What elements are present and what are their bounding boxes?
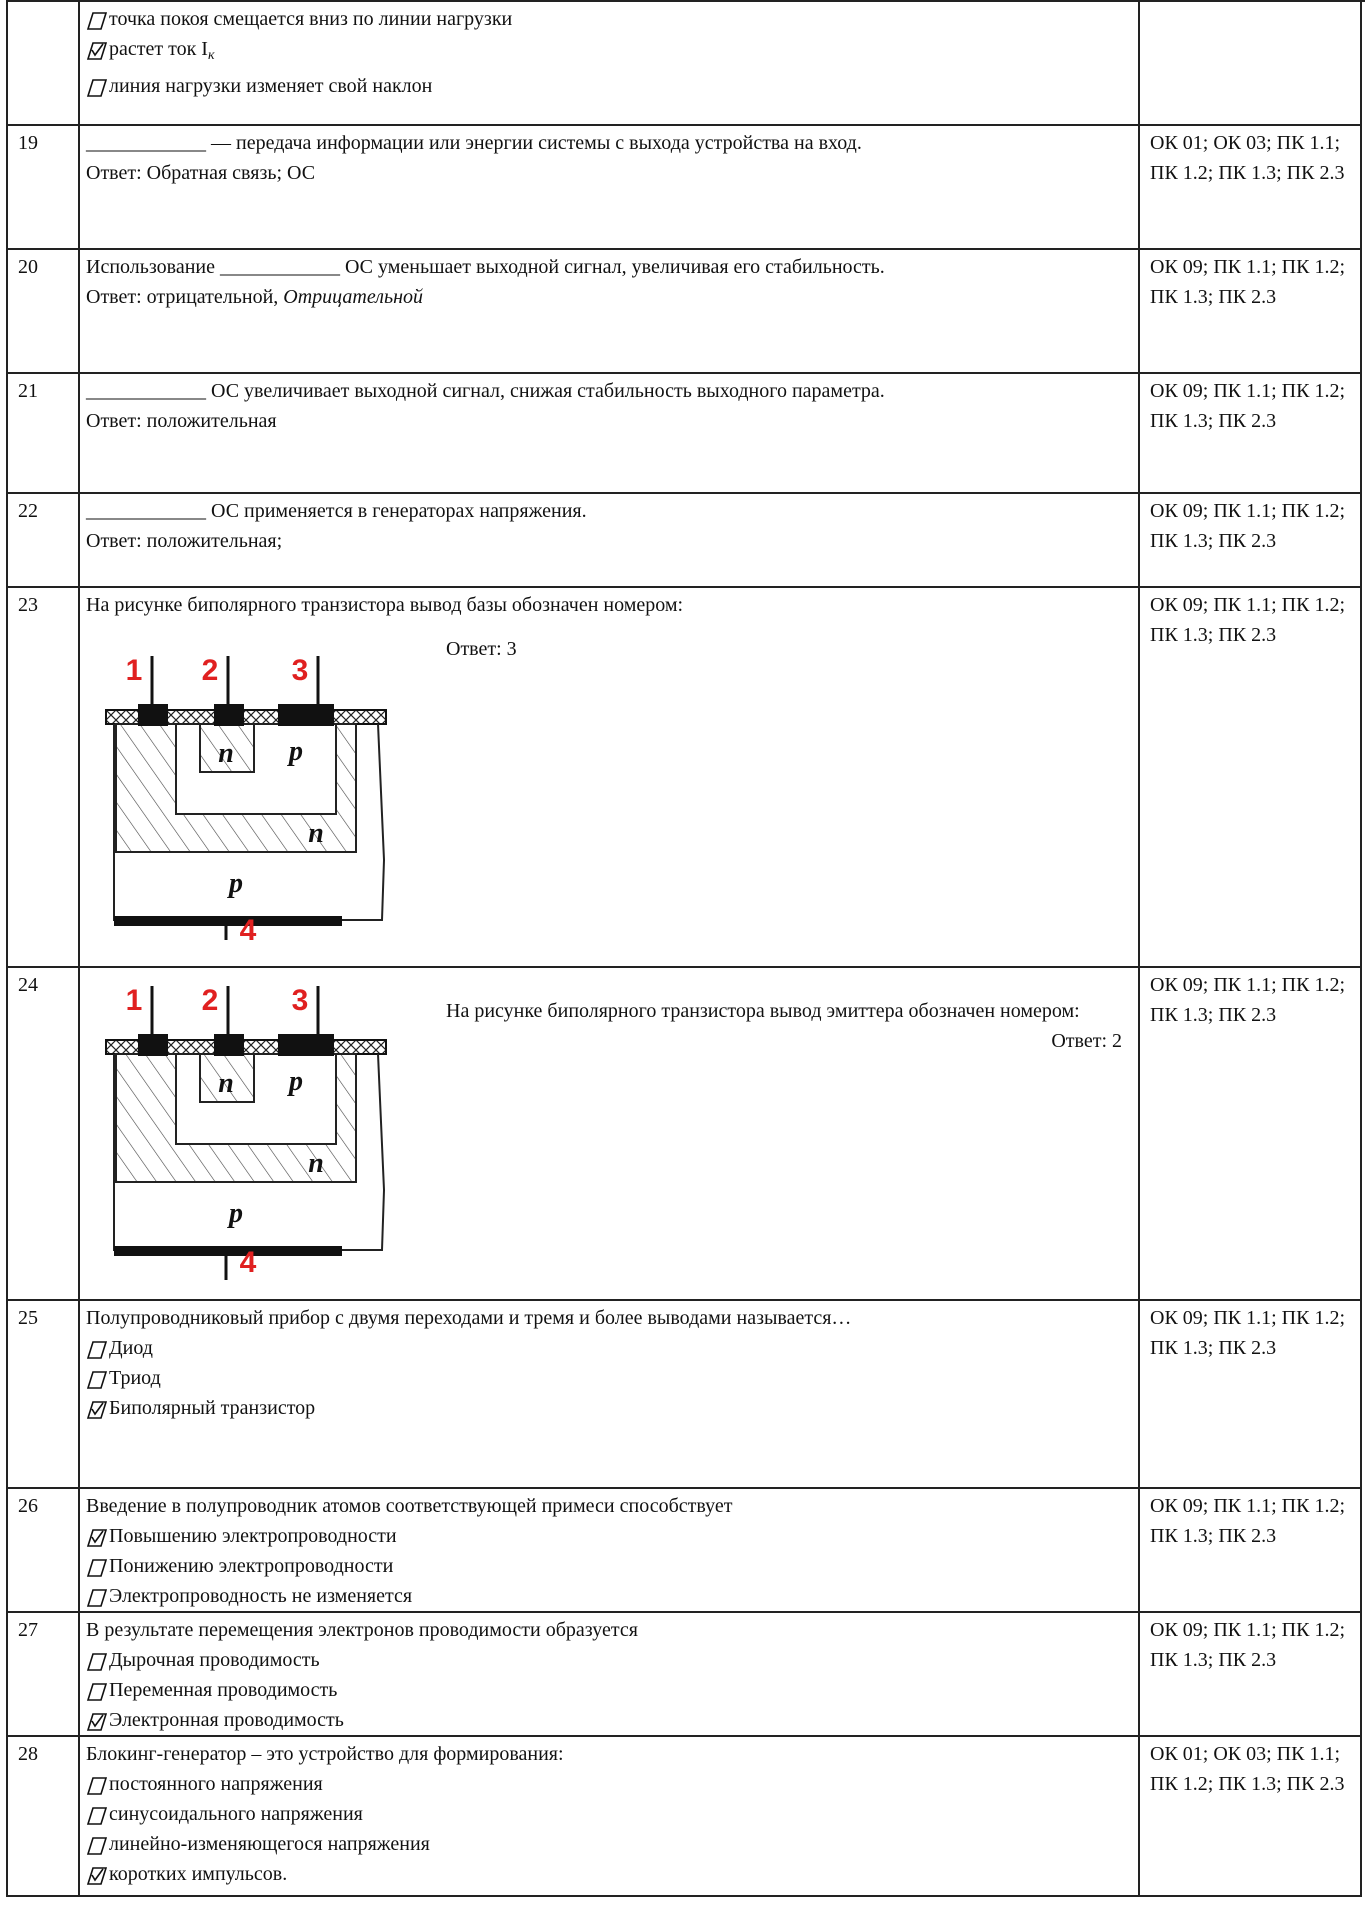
question-number: 27	[7, 1612, 79, 1736]
transistor-diagram	[86, 620, 416, 949]
competencies-cell: ОК 09; ПК 1.1; ПК 1.2; ПК 1.3; ПК 2.3	[1139, 373, 1361, 493]
competencies-cell: ОК 09; ПК 1.1; ПК 1.2; ПК 1.3; ПК 2.3	[1139, 967, 1361, 1300]
competencies-cell: ОК 01; ОК 03; ПК 1.1; ПК 1.2; ПК 1.3; ПК 2.3	[1139, 125, 1361, 249]
competencies-cell: ОК 09; ПК 1.1; ПК 1.2; ПК 1.3; ПК 2.3	[1139, 1488, 1361, 1612]
unchecked-box-icon	[86, 1551, 107, 1581]
option: Электронная проводимость	[86, 1705, 1132, 1735]
option: Диод	[86, 1333, 1132, 1363]
terminal-label: 4	[239, 914, 257, 940]
transistor-diagram	[86, 970, 416, 1299]
figure-row	[86, 970, 1132, 1299]
unchecked-box-icon	[86, 1363, 107, 1393]
layer-label: n	[308, 818, 324, 849]
layer-label: n	[218, 1068, 234, 1099]
answer-text: Ответ: отрицательной,	[86, 286, 279, 308]
unchecked-box-icon	[86, 1645, 107, 1675]
checked-box-icon	[86, 1521, 107, 1551]
option: линейно-изменяющегося напряжения	[86, 1829, 1132, 1859]
option: Понижению электропроводности	[86, 1551, 1132, 1581]
layer-label: n	[308, 1148, 324, 1179]
question-text: Использование ____________ ОС уменьшает выходной сигнал, увеличивая его стабильность.	[86, 256, 885, 278]
table-row	[7, 587, 1361, 967]
question-number: 20	[7, 249, 79, 373]
checked-box-icon	[86, 1393, 107, 1423]
checked-box-icon	[86, 34, 107, 64]
option: точка покоя смещается вниз по линии нагрузки	[86, 4, 1132, 34]
terminal-label: 3	[291, 654, 309, 687]
option: Триод	[86, 1363, 1132, 1393]
terminal-label: 1	[125, 984, 143, 1017]
question-number: 19	[7, 125, 79, 249]
competencies-cell: ОК 09; ПК 1.1; ПК 1.2; ПК 1.3; ПК 2.3	[1139, 493, 1361, 587]
terminal-label: 1	[125, 654, 143, 687]
terminal-label: 3	[291, 984, 309, 1017]
answer-text: Ответ: положительная	[86, 410, 277, 432]
layer-label: n	[218, 738, 234, 769]
question-cell	[79, 1736, 1139, 1896]
question-text: На рисунке биполярного транзистора вывод базы обозначен номером:	[86, 594, 684, 616]
unchecked-box-icon	[86, 1799, 107, 1829]
question-number: 26	[7, 1488, 79, 1612]
option: Электропроводность не изменяется	[86, 1581, 1132, 1611]
competencies-cell: ОК 09; ПК 1.1; ПК 1.2; ПК 1.3; ПК 2.3	[1139, 249, 1361, 373]
question-number: 25	[7, 1300, 79, 1488]
answer-text: Ответ: 3	[446, 638, 517, 660]
option: Биполярный транзистор	[86, 1393, 1132, 1423]
question-text: Полупроводниковый прибор с двумя переходами и тремя и более выводами называется…	[86, 1307, 852, 1329]
unchecked-box-icon	[86, 1333, 107, 1363]
figure-row	[86, 620, 1132, 949]
unchecked-box-icon	[86, 1769, 107, 1799]
question-text: Блокинг-генератор – это устройство для формирования:	[86, 1743, 564, 1765]
layer-label: p	[289, 736, 303, 767]
question-cell	[79, 587, 1139, 967]
questions-table	[6, 0, 1362, 1897]
question-cell	[79, 493, 1139, 587]
table-row	[7, 1, 1361, 125]
competencies-cell: ОК 09; ПК 1.1; ПК 1.2; ПК 1.3; ПК 2.3	[1139, 1300, 1361, 1488]
question-side	[416, 970, 1132, 1056]
question-number: 23	[7, 587, 79, 967]
question-text: ____________ ОС применяется в генераторах напряжения.	[86, 500, 587, 522]
answer-text: Ответ: положительная;	[86, 530, 283, 552]
question-cell	[79, 1, 1139, 125]
question-cell	[79, 1488, 1139, 1612]
option: Повышению электропроводности	[86, 1521, 1132, 1551]
question-number: 24	[7, 967, 79, 1300]
table-row	[7, 125, 1361, 249]
competencies-cell: ОК 01; ОК 03; ПК 1.1; ПК 1.2; ПК 1.3; ПК 2.3	[1139, 1736, 1361, 1896]
question-number: 21	[7, 373, 79, 493]
answer-text: Ответ: 2	[1051, 1030, 1122, 1052]
question-cell	[79, 1612, 1139, 1736]
question-text: ____________ — передача информации или энергии системы с выхода устройства на вход.	[86, 132, 862, 154]
question-cell	[79, 967, 1139, 1300]
terminal-label: 4	[239, 1246, 257, 1279]
checked-box-icon	[86, 1705, 107, 1735]
option: Переменная проводимость	[86, 1675, 1132, 1705]
question-number: 28	[7, 1736, 79, 1896]
option: постоянного напряжения	[86, 1769, 1132, 1799]
table-row	[7, 1736, 1361, 1896]
layer-label: p	[229, 1198, 243, 1229]
question-text: Введение в полупроводник атомов соответствующей примеси способствует	[86, 1495, 733, 1517]
competencies-cell	[1139, 1, 1361, 125]
unchecked-box-icon	[86, 1581, 107, 1611]
question-cell	[79, 249, 1139, 373]
question-text: На рисунке биполярного транзистора вывод эмиттера обозначен номером:	[446, 1000, 1080, 1022]
table-row	[7, 967, 1361, 1300]
unchecked-box-icon	[86, 1829, 107, 1859]
unchecked-box-icon	[86, 4, 107, 34]
terminal-label: 2	[201, 984, 219, 1017]
question-number	[7, 1, 79, 125]
question-cell	[79, 1300, 1139, 1488]
unchecked-box-icon	[86, 1675, 107, 1705]
table-row	[7, 249, 1361, 373]
question-cell	[79, 373, 1139, 493]
question-text: В результате перемещения электронов проводимости образуется	[86, 1619, 638, 1641]
option: Дырочная проводимость	[86, 1645, 1132, 1675]
option: синусоидального напряжения	[86, 1799, 1132, 1829]
table-row	[7, 1612, 1361, 1736]
competencies-cell: ОК 09; ПК 1.1; ПК 1.2; ПК 1.3; ПК 2.3	[1139, 587, 1361, 967]
option: линия нагрузки изменяет свой наклон	[86, 71, 1132, 101]
question-number: 22	[7, 493, 79, 587]
answer-text: Ответ: Обратная связь; ОС	[86, 162, 316, 184]
option: растет ток $I_к$	[86, 34, 1132, 71]
question-text: ____________ ОС увеличивает выходной сигнал, снижая стабильность выходного параметра.	[86, 380, 885, 402]
question-cell	[79, 125, 1139, 249]
option: коротких импульсов.	[86, 1859, 1132, 1889]
layer-label: p	[229, 868, 243, 899]
terminal-label: 2	[201, 654, 219, 687]
table-row	[7, 1488, 1361, 1612]
table-row	[7, 373, 1361, 493]
unchecked-box-icon	[86, 71, 107, 101]
checked-box-icon	[86, 1859, 107, 1889]
answer-line	[86, 282, 1132, 312]
competencies-cell: ОК 09; ПК 1.1; ПК 1.2; ПК 1.3; ПК 2.3	[1139, 1612, 1361, 1736]
layer-label: p	[289, 1066, 303, 1097]
answer-italic: Отрицательной	[283, 286, 423, 308]
table-row	[7, 493, 1361, 587]
table-row	[7, 1300, 1361, 1488]
